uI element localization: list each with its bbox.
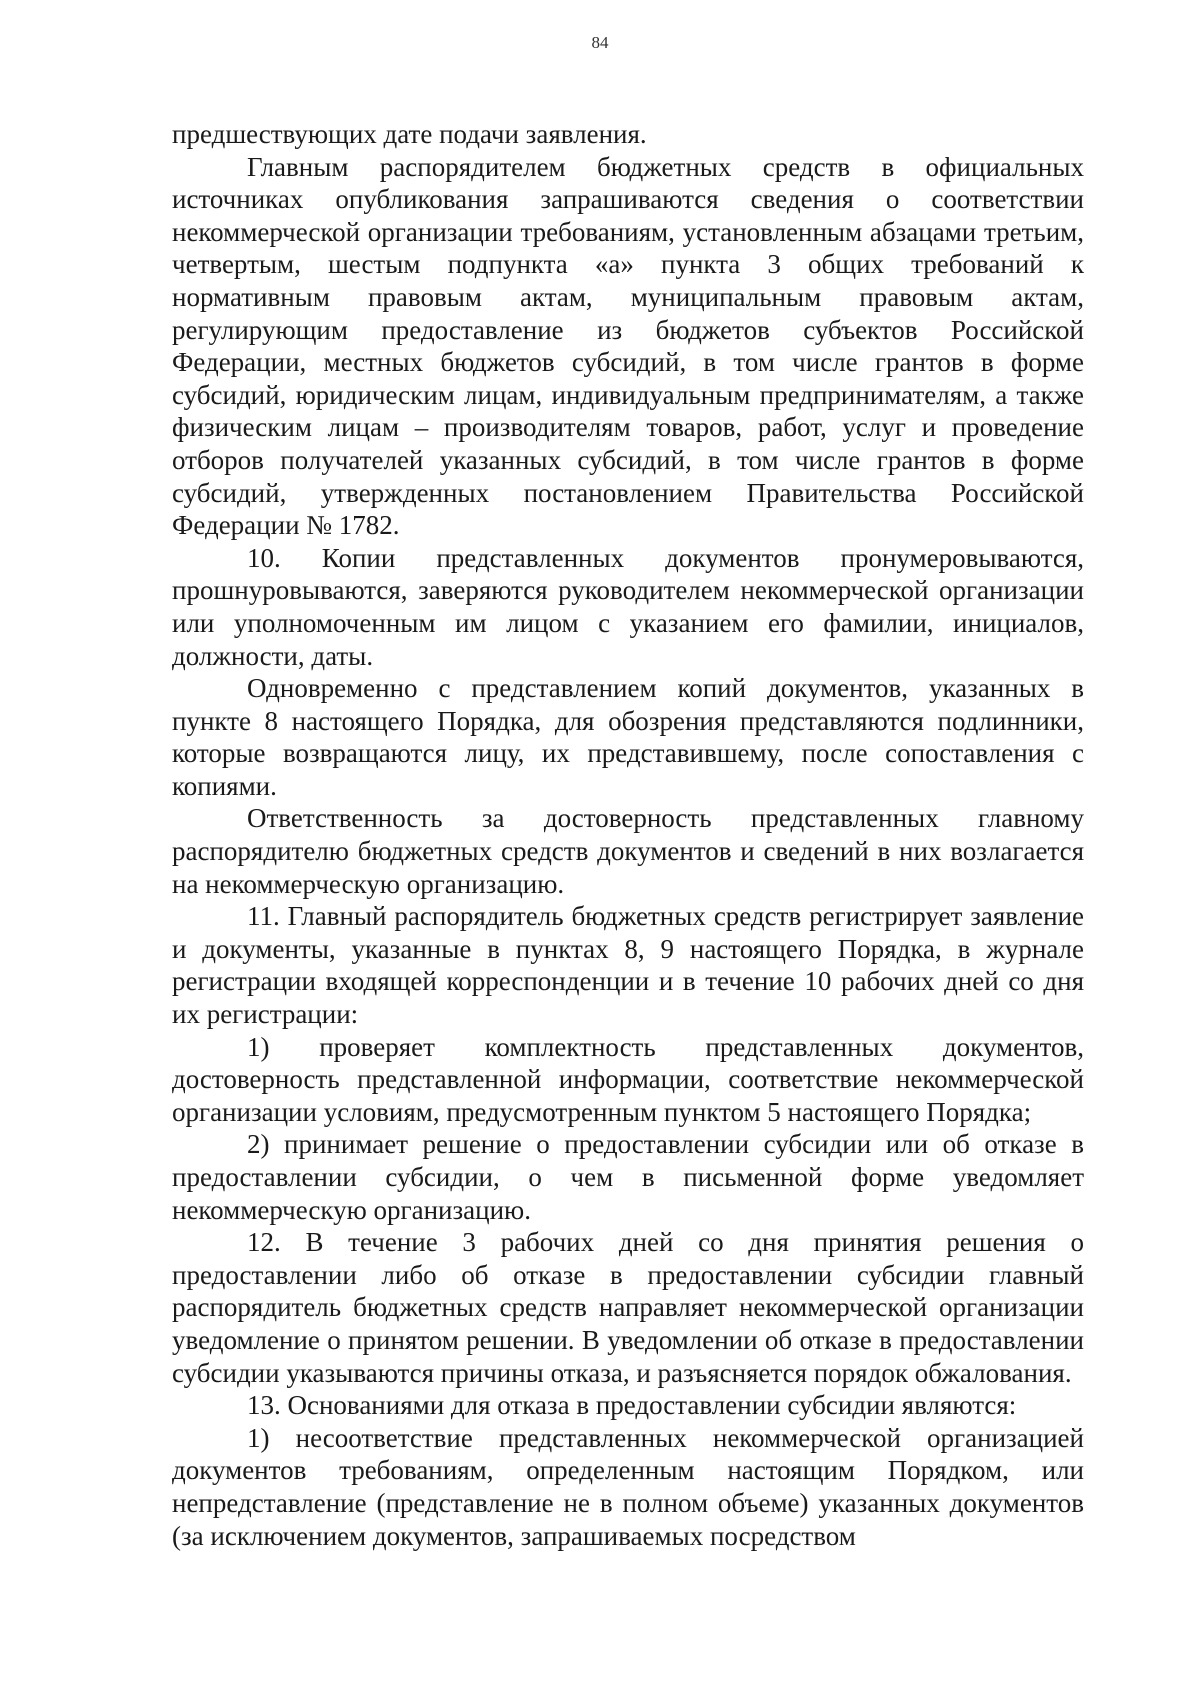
paragraph-item-11-1: 1) проверяет комплектность представленных документов, достоверность представленной информации, соответствие некоммерческой организации условиям, предусмотренным пунктом 5 настоящего Порядка; xyxy=(172,1031,1084,1127)
paragraph-item-10: 10. Копии представленных документов пронумеровываются, прошнуровываются, заверяются руководителем некоммерческой организации или уполномоченным им лицом с указанием его фамилии, инициалов, должности, даты. xyxy=(172,542,1084,671)
paragraph-item-12: 12. В течение 3 рабочих дней со дня принятия решения о предоставлении либо об отказе в предоставлении субсидии главный распорядитель бюджетных средств направляет некоммерческой организации уведомление о принятом решении. В уведомлении об отказе в предоставлении субсидии указываются причины отказа, и разъясняется порядок обжалования. xyxy=(172,1227,1084,1388)
paragraph-item-11-2: 2) принимает решение о предоставлении субсидии или об отказе в предоставлении субсидии, о чем в письменной форме уведомляет некоммерческую организацию. xyxy=(172,1129,1084,1225)
paragraph-originals: Одновременно с представлением копий документов, указанных в пункте 8 настоящего Порядка, для обозрения представляются подлинники, которые возвращаются лицу, их представившему, после сопоставления с копиями. xyxy=(172,673,1084,801)
paragraph-responsibility: Ответственность за достоверность представленных главному распорядителю бюджетных средств документов и сведений в них возлагается на некоммерческую организацию. xyxy=(172,803,1084,899)
document-body xyxy=(172,118,1084,1552)
paragraph-item-13-1: 1) несоответствие представленных некоммерческой организацией документов требованиям, определенным настоящим Порядком, или непредставление (представление не в полном объеме) указанных документов (за исключением документов, запрашиваемых посредством xyxy=(172,1422,1084,1551)
paragraph-continuation: предшествующих дате подачи заявления. xyxy=(172,119,647,149)
paragraph-item-11: 11. Главный распорядитель бюджетных средств регистрирует заявление и документы, указанные в пунктах 8, 9 настоящего Порядка, в журнале регистрации входящей корреспонденции и в течение 10 рабочих дней со дня их регистрации: xyxy=(172,901,1084,1030)
paragraph-item-13: 13. Основаниями для отказа в предоставлении субсидии являются: xyxy=(247,1390,1017,1421)
page-number: 84 xyxy=(591,33,609,52)
paragraph-info-request: Главным распорядителем бюджетных средств в официальных источниках опубликования запрашиваются сведения о соответствии некоммерческой организации требованиям, установленным абзацами третьим, четвертым, шестым подпункта «а» пункта 3 общих требований к нормативным правовым актам, муниципальным правовым актам, регулирующим предоставление из бюджетов субъектов Российской Федерации, местных бюджетов субсидий, в том числе грантов в форме субсидий, юридическим лицам, индивидуальным предпринимателям, а также физическим лицам – производителям товаров, работ, услуг и проведение отборов получателей указанных субсидий, в том числе грантов в форме субсидий, утвержденных постановлением Правительства Российской Федерации № 1782. xyxy=(172,151,1084,541)
